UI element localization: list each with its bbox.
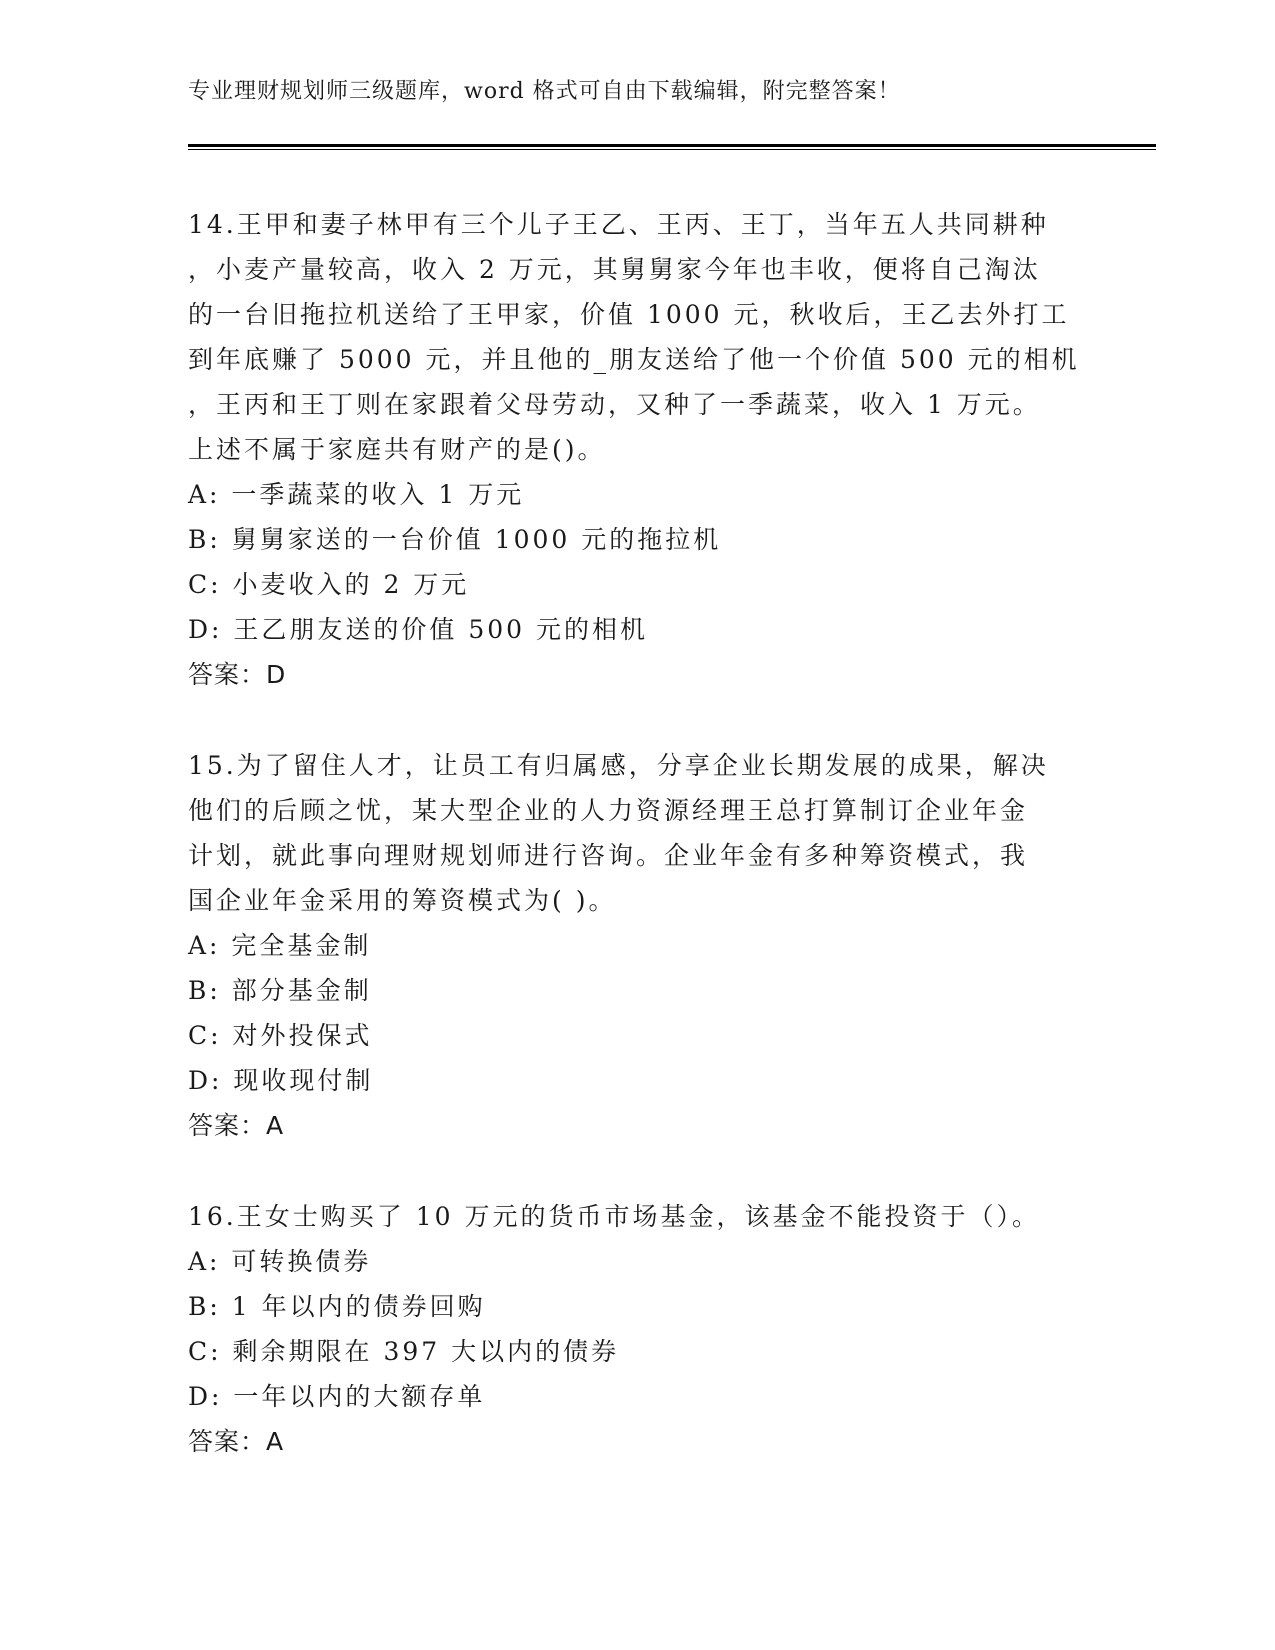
- question-text-line: 到年底赚了 5000 元，并且他的_朋友送给了他一个价值 500 元的相机: [188, 345, 1080, 374]
- question-text-line: 16.王女士购买了 10 万元的货币市场基金，该基金不能投资于（）。: [188, 1202, 1040, 1231]
- option-b: B: 1 年以内的债券回购: [188, 1292, 486, 1321]
- question-14: [188, 202, 1088, 697]
- question-text-line: ，小麦产量较高，收入 2 万元，其舅舅家今年也丰收，便将自己淘汰: [188, 255, 1041, 284]
- question-16: [188, 1194, 1088, 1464]
- answer-label: 答案：D: [188, 660, 287, 689]
- question-15: [188, 743, 1088, 1148]
- document-header: 专业理财规划师三级题库，word 格式可自由下载编辑，附完整答案！: [188, 79, 901, 104]
- answer-label: 答案：A: [188, 1427, 285, 1456]
- answer-label: 答案：A: [188, 1111, 285, 1140]
- question-list: [188, 202, 1088, 1510]
- question-text-line: 国企业年金采用的筹资模式为( )。: [188, 886, 617, 915]
- option-c: C: 对外投保式: [188, 1021, 373, 1050]
- option-d: D: 王乙朋友送的价值 500 元的相机: [188, 615, 649, 644]
- option-b: B: 部分基金制: [188, 976, 372, 1005]
- option-b: B: 舅舅家送的一台价值 1000 元的拖拉机: [188, 525, 722, 554]
- question-text-line: 15.为了留住人才，让员工有归属感，分享企业长期发展的成果，解决: [188, 751, 1049, 780]
- question-text-line: 计划，就此事向理财规划师进行咨询。企业年金有多种筹资模式，我: [188, 841, 1029, 870]
- question-text-line: 他们的后顾之忧，某大型企业的人力资源经理王总打算制订企业年金: [188, 796, 1029, 825]
- option-a: A: 一季蔬菜的收入 1 万元: [188, 480, 525, 509]
- option-d: D: 现收现付制: [188, 1066, 374, 1095]
- question-text-line: 上述不属于家庭共有财产的是()。: [188, 435, 606, 464]
- option-a: A: 可转换债券: [188, 1247, 372, 1276]
- option-d: D: 一年以内的大额存单: [188, 1382, 486, 1411]
- option-a: A: 完全基金制: [188, 931, 372, 960]
- option-c: C: 剩余期限在 397 大以内的债券: [188, 1337, 620, 1366]
- question-text-line: 14.王甲和妻子林甲有三个儿子王乙、王丙、王丁，当年五人共同耕种: [188, 210, 1049, 239]
- question-text-line: 的一台旧拖拉机送给了王甲家，价值 1000 元，秋收后，王乙去外打工: [188, 300, 1070, 329]
- header-divider: [188, 144, 1156, 150]
- option-c: C: 小麦收入的 2 万元: [188, 570, 470, 599]
- question-text-line: ，王丙和王丁则在家跟着父母劳动，又种了一季蔬菜，收入 1 万元。: [188, 390, 1041, 419]
